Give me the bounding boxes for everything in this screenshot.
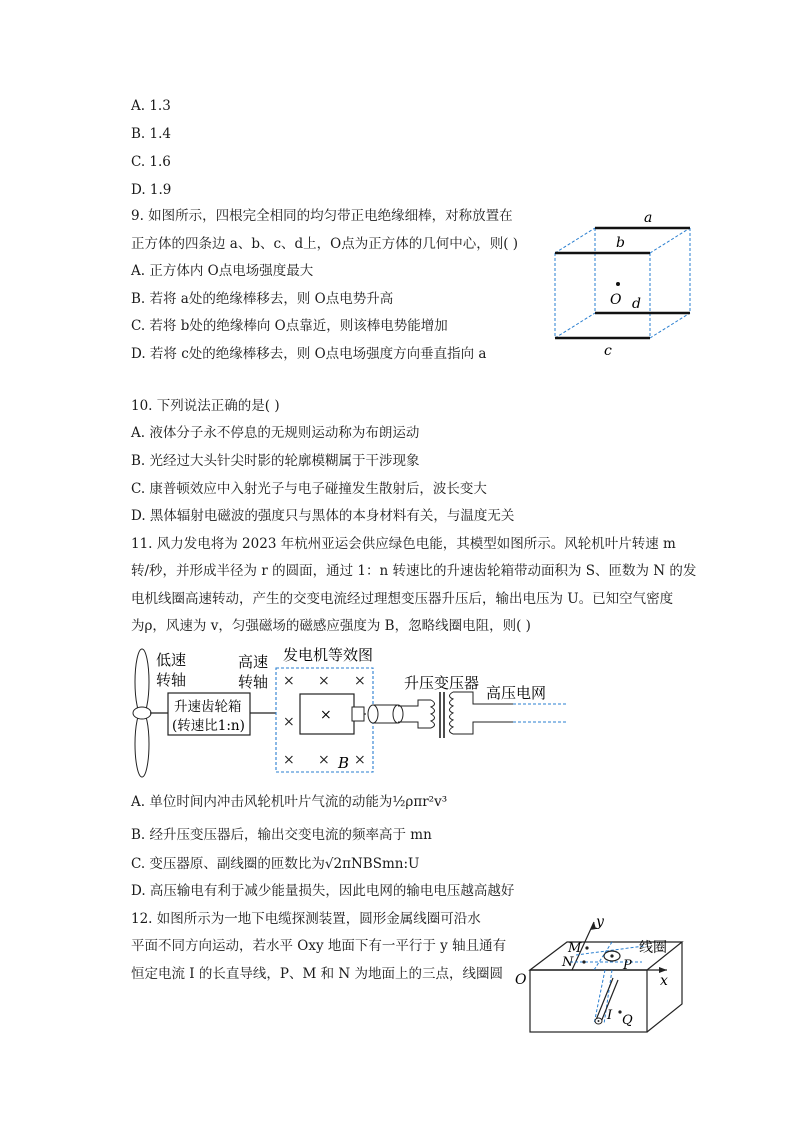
svg-text:y: y xyxy=(596,914,604,930)
svg-text:I: I xyxy=(607,1008,613,1023)
svg-text:×: × xyxy=(354,752,366,768)
q11-stem-line1: 11. 风力发电将为 2023 年杭州亚运会供应绿色电能，其模型如图所示。风轮机叶片转速 m xyxy=(131,536,676,552)
q9-option-d: D. 若将 c处的绝缘棒移去，则 O点电场强度方向垂直指向 a xyxy=(131,346,487,362)
svg-text:线圈: 线圈 xyxy=(639,940,667,956)
q8-option-d: D. 1.9 xyxy=(131,182,172,198)
label-d: d xyxy=(632,296,641,312)
q11-option-b: B. 经升压变压器后，输出交变电流的频率高于 mn xyxy=(131,827,432,843)
svg-text:×: × xyxy=(283,714,295,730)
q11-wind-generator-figure xyxy=(128,640,568,780)
q8-option-a: A. 1.3 xyxy=(131,98,171,114)
q8-option-c: C. 1.6 xyxy=(131,154,171,170)
svg-text:N: N xyxy=(562,955,574,970)
q11-option-d: D. 高压输电有利于减少能量损失，因此电网的输电电压越高越好 xyxy=(131,883,515,899)
svg-text:P: P xyxy=(623,958,632,973)
svg-text:×: × xyxy=(318,752,330,768)
q12-cable-detector-figure xyxy=(512,912,687,1037)
svg-text:×: × xyxy=(320,707,332,723)
label-a: a xyxy=(644,210,653,226)
q11-option-a: A. 单位时间内冲击风轮机叶片气流的动能为½ρπr²v³ xyxy=(131,794,448,810)
svg-text:高速: 高速 xyxy=(238,653,269,671)
q11-stem-line2: 转/秒，并形成半径为 r 的圆面，通过 1：n 转速比的升速齿轮箱带动面积为 S、匝数为 N 的发 xyxy=(131,563,697,579)
svg-text:升速齿轮箱: 升速齿轮箱 xyxy=(174,699,242,715)
q8-option-b: B. 1.4 xyxy=(131,126,171,142)
q11-stem-line3: 电机线圈高速转动，产生的交变电流经过理想变压器升压后，输出电压为 U。已知空气密度 xyxy=(131,591,674,607)
svg-text:转轴: 转轴 xyxy=(238,673,269,691)
label-c: c xyxy=(604,343,612,358)
q10-stem: 10. 下列说法正确的是( ) xyxy=(131,398,280,414)
svg-text:低速: 低速 xyxy=(156,651,187,669)
q9-option-a: A. 正方体内 O点电场强度最大 xyxy=(131,263,314,279)
q9-stem-line1: 9. 如图所示，四根完全相同的均匀带正电绝缘细棒，对称放置在 xyxy=(131,208,513,224)
q11-stem-line4: 为ρ，风速为 v，匀强磁场的磁感应强度为 B，忽略线圈电阻，则( ) xyxy=(131,618,531,634)
svg-text:M: M xyxy=(568,941,582,956)
fan-blades xyxy=(133,649,151,777)
q9-stem-line2: 正方体的四条边 a、b、c、d上，O点为正方体的几何中心，则( ) xyxy=(131,236,519,252)
q9-cube-figure xyxy=(550,208,700,358)
svg-text:×: × xyxy=(283,752,295,768)
q10-option-a: A. 液体分子永不停息的无规则运动称为布朗运动 xyxy=(131,425,420,441)
svg-text:O: O xyxy=(515,972,527,988)
svg-text:升压变压器: 升压变压器 xyxy=(404,674,480,692)
svg-text:高压电网: 高压电网 xyxy=(486,684,547,702)
q12-stem-line1: 12. 如图所示为一地下电缆探测装置，圆形金属线圈可沿水 xyxy=(131,911,481,927)
q10-option-b: B. 光经过大头针尖时影的轮廓模糊属于干涉现象 xyxy=(131,453,420,469)
svg-text:B: B xyxy=(338,754,350,772)
q11-option-c: C. 变压器原、副线圈的匝数比为√2πNBSmn:U xyxy=(131,856,420,872)
svg-text:×: × xyxy=(283,673,295,689)
svg-text:×: × xyxy=(354,673,366,689)
center-point-o xyxy=(616,282,620,286)
q12-stem-line2: 平面不同方向运动，若水平 Oxy 地面下有一平行于 y 轴且通有 xyxy=(131,938,507,954)
q9-option-c: C. 若将 b处的绝缘棒向 O点靠近，则该棒电势能增加 xyxy=(131,318,448,334)
svg-text:×: × xyxy=(318,673,330,689)
svg-text:x: x xyxy=(660,973,668,989)
q10-option-c: C. 康普顿效应中入射光子与电子碰撞发生散射后，波长变大 xyxy=(131,481,487,497)
label-o: O xyxy=(610,292,622,308)
svg-text:发电机等效图: 发电机等效图 xyxy=(283,646,374,664)
q12-stem-line3: 恒定电流 I 的长直导线，P、M 和 N 为地面上的三点，线圈圆 xyxy=(131,966,504,982)
q10-option-d: D. 黑体辐射电磁波的强度只与黑体的本身材料有关，与温度无关 xyxy=(131,508,515,524)
svg-text:Q: Q xyxy=(622,1013,633,1028)
q9-option-b: B. 若将 a处的绝缘棒移去，则 O点电势升高 xyxy=(131,291,394,307)
svg-text:转轴: 转轴 xyxy=(156,671,187,689)
svg-text:(转速比1:n): (转速比1:n) xyxy=(172,718,245,734)
label-b: b xyxy=(616,235,625,251)
